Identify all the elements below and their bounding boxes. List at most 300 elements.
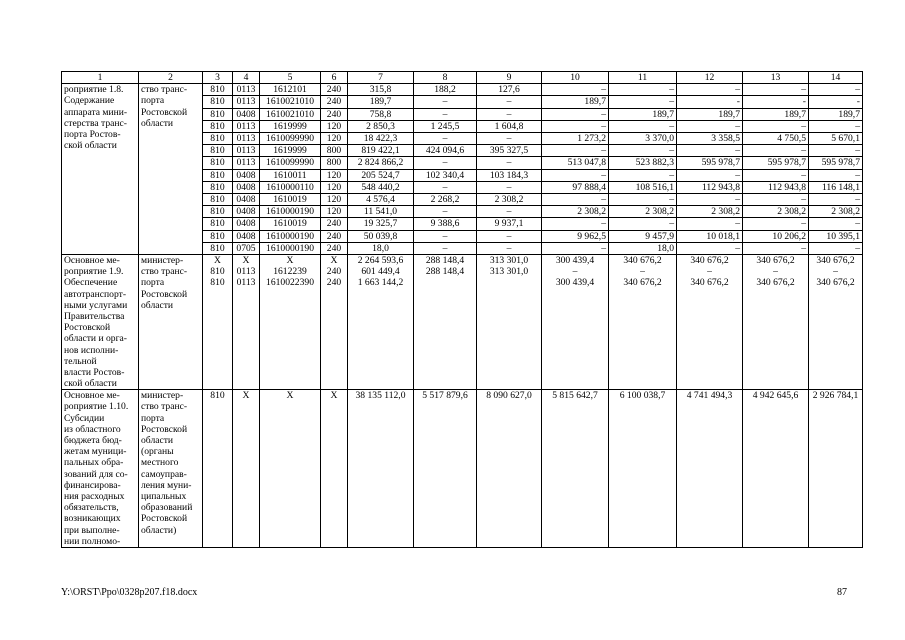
- table-cell: 189,7: [809, 108, 863, 120]
- table-cell: 9 962,5: [542, 230, 609, 242]
- executor: [139, 255, 203, 390]
- executor-line: Ростовской: [141, 513, 188, 525]
- table-cell: 810: [203, 157, 233, 169]
- table-cell-line: 0113: [236, 266, 256, 278]
- measure-name-line: порта Ростов-: [64, 128, 121, 140]
- table-cell: –: [677, 84, 743, 96]
- table-cell: 6 100 038,7: [609, 390, 677, 548]
- table-cell-line: 810: [210, 266, 225, 278]
- measure-name-line: стерства транс-: [64, 117, 127, 129]
- table-cell: 595 978,7: [809, 157, 863, 169]
- table-cell-line: 240: [326, 266, 342, 278]
- table-cell: 3 370,0: [609, 133, 677, 145]
- table-cell: –: [809, 218, 863, 230]
- executor-line: порта: [141, 412, 165, 424]
- table-cell: –: [477, 242, 542, 254]
- measure-name: [62, 255, 139, 390]
- table-cell-line: X: [286, 255, 294, 267]
- table-cell: 1612101: [260, 84, 321, 96]
- table-cell: 800: [321, 145, 348, 157]
- executor: [139, 84, 203, 255]
- measure-name-line: автотранспорт-: [64, 288, 127, 300]
- table-cell: 103 184,3: [477, 169, 542, 181]
- table-cell: 127,6: [477, 84, 542, 96]
- table-cell: 120: [321, 194, 348, 206]
- table-cell: 120: [321, 120, 348, 132]
- table-cell: 513 047,8: [542, 157, 609, 169]
- table-cell: –: [609, 145, 677, 157]
- table-cell: –: [609, 120, 677, 132]
- table-row: [62, 255, 863, 390]
- table-cell: –: [677, 242, 743, 254]
- table-cell: –: [809, 145, 863, 157]
- table-cell: –: [809, 120, 863, 132]
- header-row: [62, 72, 863, 84]
- table-cell: –: [677, 145, 743, 157]
- table-cell: 810: [203, 181, 233, 193]
- measure-name-line: Ростовской: [64, 322, 111, 334]
- table-cell: –: [677, 194, 743, 206]
- budget-table: [61, 71, 863, 548]
- table-cell: 1 245,5: [414, 120, 477, 132]
- column-number-header: 10: [542, 72, 609, 84]
- executor-line: Ростовской: [141, 106, 188, 118]
- measure-name-line: Основное ме-: [64, 390, 120, 402]
- table-cell: 0408: [233, 206, 260, 218]
- measure-name-line: Обеспечение: [64, 277, 118, 289]
- measure-name-line: финансирова-: [64, 479, 121, 491]
- table-cell: [609, 255, 677, 390]
- table-cell-line: 313 301,0: [489, 255, 529, 267]
- table-cell: –: [743, 84, 809, 96]
- table-cell-line: 340 676,2: [623, 255, 662, 267]
- table-cell: –: [609, 194, 677, 206]
- table-cell: 1619999: [260, 145, 321, 157]
- measure-name-line: Содержание: [64, 95, 115, 107]
- table-cell: 523 882,3: [609, 157, 677, 169]
- table-cell: [414, 255, 477, 390]
- table-cell: –: [414, 108, 477, 120]
- table-cell: 5 670,1: [809, 133, 863, 145]
- table-cell: [743, 255, 809, 390]
- table-cell: 1610011: [260, 169, 321, 181]
- table-cell-line: –: [707, 266, 712, 278]
- table-cell: 800: [321, 157, 348, 169]
- table-cell-line: 240: [326, 277, 342, 289]
- table-cell: –: [743, 242, 809, 254]
- table-cell: 1610019: [260, 218, 321, 230]
- executor-line: ство транс-: [141, 266, 188, 278]
- table-cell: 595 978,7: [743, 157, 809, 169]
- table-cell: 0408: [233, 194, 260, 206]
- measure-name-line: ской области: [64, 140, 117, 152]
- table-cell: –: [609, 169, 677, 181]
- table-cell: 0408: [233, 230, 260, 242]
- table-cell: 50 039,8: [348, 230, 414, 242]
- column-number-header: 7: [348, 72, 414, 84]
- table-cell: 810: [203, 206, 233, 218]
- table-cell: 810: [203, 218, 233, 230]
- table-cell: –: [414, 157, 477, 169]
- file-path: Y:\ORST\Ppo\0328p207.f18.docx: [61, 587, 198, 598]
- executor-line: Ростовской: [141, 288, 188, 300]
- table-cell: 189,7: [609, 108, 677, 120]
- table-cell-line: 340 676,2: [623, 277, 662, 289]
- table-cell: 120: [321, 206, 348, 218]
- executor-line: ления муни-: [141, 479, 192, 491]
- column-number-header: 6: [321, 72, 348, 84]
- measure-name-line: зований для со-: [64, 468, 128, 480]
- measure-name-line: Правительства: [64, 310, 125, 322]
- table-cell: [233, 255, 260, 390]
- table-cell: 1610019: [260, 194, 321, 206]
- table-cell: –: [677, 169, 743, 181]
- table-cell-line: X: [330, 255, 338, 267]
- measure-name-line: при выполне-: [64, 524, 120, 536]
- table-cell: 18,0: [609, 242, 677, 254]
- table-cell: 4 741 494,3: [677, 390, 743, 548]
- executor-line: (органы: [141, 446, 174, 458]
- table-cell-line: 340 676,2: [816, 255, 855, 267]
- table-cell: 2 308,2: [809, 206, 863, 218]
- measure-name-line: роприятие 1.9.: [64, 266, 124, 278]
- table-cell-line: 300 439,4: [555, 277, 595, 289]
- column-number-header: 14: [809, 72, 863, 84]
- table-cell: 189,7: [542, 96, 609, 108]
- table-cell: 9 937,1: [477, 218, 542, 230]
- table-cell-line: 340 676,2: [816, 277, 855, 289]
- table-cell: 188,2: [414, 84, 477, 96]
- table-cell: –: [542, 145, 609, 157]
- table-cell: [321, 255, 348, 390]
- table-cell: –: [743, 169, 809, 181]
- table-row: [62, 390, 863, 548]
- table-cell-line: 340 676,2: [690, 277, 729, 289]
- column-number-header: 9: [477, 72, 542, 84]
- table-cell: 240: [321, 230, 348, 242]
- table-cell: –: [609, 96, 677, 108]
- table-cell: 0408: [233, 108, 260, 120]
- measure-name-line: ния расходных: [64, 490, 125, 502]
- table-cell-line: X: [214, 255, 221, 267]
- executor-line: порта: [141, 95, 165, 107]
- measure-name: [62, 390, 139, 548]
- table-cell: 5 815 642,7: [542, 390, 609, 548]
- table-cell: 2 308,2: [677, 206, 743, 218]
- table-cell: 4 576,4: [348, 194, 414, 206]
- table-cell: 0408: [233, 169, 260, 181]
- table-cell: [677, 255, 743, 390]
- measure-name-line: аппарата мини-: [64, 106, 128, 118]
- table-cell-line: 1612239: [273, 266, 307, 278]
- table-cell: –: [809, 194, 863, 206]
- table-cell: –: [414, 181, 477, 193]
- table-cell: -: [743, 96, 809, 108]
- table-cell-line: 1 663 144,2: [357, 277, 404, 289]
- table-cell: [260, 255, 321, 390]
- column-number-header: 12: [677, 72, 743, 84]
- table-cell: –: [542, 84, 609, 96]
- table-cell: –: [743, 218, 809, 230]
- table-cell: –: [414, 230, 477, 242]
- table-cell: 1610000110: [260, 181, 321, 193]
- table-cell: –: [542, 218, 609, 230]
- table-cell: 1610000190: [260, 242, 321, 254]
- table-cell: –: [609, 84, 677, 96]
- table-cell: X: [321, 390, 348, 548]
- table-cell: 2 308,2: [609, 206, 677, 218]
- table-cell: 2 308,2: [743, 206, 809, 218]
- table-cell: 97 888,4: [542, 181, 609, 193]
- table-cell: 810: [203, 108, 233, 120]
- table-cell: 395 327,5: [477, 145, 542, 157]
- table-cell: 0113: [233, 84, 260, 96]
- table-cell: 10 018,1: [677, 230, 743, 242]
- table-cell: –: [477, 133, 542, 145]
- table-cell: 116 148,1: [809, 181, 863, 193]
- table-cell: 1 273,2: [542, 133, 609, 145]
- table-cell: 0113: [233, 145, 260, 157]
- table-cell: –: [477, 230, 542, 242]
- table-cell: –: [809, 242, 863, 254]
- table-cell-line: –: [833, 266, 838, 278]
- measure-name-line: нов исполни-: [64, 344, 119, 356]
- executor-line: ципальных: [141, 490, 187, 502]
- table-cell: 1610021010: [260, 108, 321, 120]
- table-cell: 315,8: [348, 84, 414, 96]
- table-cell: 810: [203, 390, 233, 548]
- table-cell: 18 422,3: [348, 133, 414, 145]
- table-cell: 2 268,2: [414, 194, 477, 206]
- table-cell: 0705: [233, 242, 260, 254]
- measure-name-line: возникающих: [64, 513, 121, 525]
- measure-name: [62, 84, 139, 255]
- table-cell-line: 1610022390: [266, 277, 314, 289]
- table-cell: 0408: [233, 218, 260, 230]
- table-cell: 108 516,1: [609, 181, 677, 193]
- table-cell: 8 090 627,0: [477, 390, 542, 548]
- table-cell: –: [477, 206, 542, 218]
- table-cell: 1610099990: [260, 157, 321, 169]
- table-cell: 189,7: [677, 108, 743, 120]
- column-number-header: 1: [62, 72, 139, 84]
- table-cell: 3 358,5: [677, 133, 743, 145]
- measure-name-line: жетам муници-: [64, 446, 127, 458]
- table-cell: –: [677, 120, 743, 132]
- table-cell: –: [809, 169, 863, 181]
- measure-name-line: Основное ме-: [64, 255, 120, 267]
- table-cell: 11 541,0: [348, 206, 414, 218]
- table-cell-line: 340 676,2: [756, 255, 795, 267]
- table-cell: 102 340,4: [414, 169, 477, 181]
- table-cell-line: X: [242, 255, 250, 267]
- table-cell: 0408: [233, 181, 260, 193]
- executor-line: области: [141, 117, 174, 129]
- table-cell: 112 943,8: [677, 181, 743, 193]
- table-cell: [348, 255, 414, 390]
- table-cell: –: [809, 84, 863, 96]
- table-cell: 1 604,8: [477, 120, 542, 132]
- table-cell: 810: [203, 145, 233, 157]
- table-cell: 1610000190: [260, 230, 321, 242]
- table-cell-line: 288 148,4: [425, 266, 465, 278]
- table-cell: 18,0: [348, 242, 414, 254]
- measure-name-line: ными услугами: [64, 299, 128, 311]
- table-cell-line: 810: [210, 277, 225, 289]
- table-cell: 5 517 879,6: [414, 390, 477, 548]
- table-cell: 810: [203, 133, 233, 145]
- executor-line: министер-: [141, 255, 184, 267]
- table-cell: 810: [203, 194, 233, 206]
- table-cell: 810: [203, 230, 233, 242]
- table-cell: 120: [321, 181, 348, 193]
- table-cell: 1610099990: [260, 133, 321, 145]
- table-cell: -: [677, 96, 743, 108]
- table-cell: 2 308,2: [542, 206, 609, 218]
- table-cell: –: [414, 206, 477, 218]
- table-cell: 758,8: [348, 108, 414, 120]
- table-cell: 810: [203, 242, 233, 254]
- table-cell: [203, 255, 233, 390]
- executor-line: области: [141, 435, 174, 447]
- table-cell: -: [809, 96, 863, 108]
- measure-name-line: нии полномо-: [64, 535, 121, 547]
- table-cell: 120: [321, 169, 348, 181]
- table-cell: –: [542, 242, 609, 254]
- column-number-header: 5: [260, 72, 321, 84]
- table-cell: –: [542, 120, 609, 132]
- column-number-header: 11: [609, 72, 677, 84]
- table-cell: 240: [321, 96, 348, 108]
- table-cell: –: [677, 218, 743, 230]
- column-number-header: 13: [743, 72, 809, 84]
- table-cell: X: [233, 390, 260, 548]
- executor-line: местного: [141, 457, 179, 469]
- table-cell: X: [260, 390, 321, 548]
- table-cell: –: [542, 108, 609, 120]
- table-cell: 548 440,2: [348, 181, 414, 193]
- table-cell: 1619999: [260, 120, 321, 132]
- measure-name-line: власти Ростов-: [64, 366, 125, 378]
- table-cell: 4 750,5: [743, 133, 809, 145]
- column-number-header: 3: [203, 72, 233, 84]
- table-cell: 2 926 784,1: [809, 390, 863, 548]
- table-cell: 10 395,1: [809, 230, 863, 242]
- table-cell: 240: [321, 108, 348, 120]
- table-cell-line: –: [640, 266, 645, 278]
- table-cell: 9 388,6: [414, 218, 477, 230]
- table-cell: –: [414, 96, 477, 108]
- measure-name-line: роприятие 1.8.: [64, 84, 124, 96]
- column-number-header: 4: [233, 72, 260, 84]
- table-cell-line: –: [773, 266, 778, 278]
- executor-line: министер-: [141, 390, 184, 402]
- table-cell: 810: [203, 84, 233, 96]
- table-cell: 112 943,8: [743, 181, 809, 193]
- table-cell-line: 2 264 593,6: [357, 255, 404, 267]
- table-cell-line: 288 148,4: [425, 255, 465, 267]
- table-cell: 19 325,7: [348, 218, 414, 230]
- measure-name-line: из областного: [64, 423, 121, 435]
- executor: [139, 390, 203, 548]
- table-cell: 2 824 866,2: [348, 157, 414, 169]
- table-cell: 1610021010: [260, 96, 321, 108]
- table-cell: 4 942 645,6: [743, 390, 809, 548]
- table-cell: 38 135 112,0: [348, 390, 414, 548]
- executor-line: ство транс-: [141, 401, 188, 413]
- measure-name-line: ской области: [64, 378, 117, 390]
- page-number: 87: [837, 587, 847, 598]
- table-cell: 0113: [233, 120, 260, 132]
- table-cell: 240: [321, 218, 348, 230]
- table-cell-line: 0113: [236, 277, 256, 289]
- measure-name-line: Субсидии: [64, 412, 105, 424]
- table-cell: 424 094,6: [414, 145, 477, 157]
- table-row: [62, 84, 863, 96]
- column-number-header: 8: [414, 72, 477, 84]
- table-cell: –: [609, 218, 677, 230]
- table-cell: 810: [203, 96, 233, 108]
- table-cell: [542, 255, 609, 390]
- measure-name-line: области и орга-: [64, 333, 127, 345]
- measure-name-line: роприятие 1.10.: [64, 401, 129, 413]
- table-cell: –: [743, 120, 809, 132]
- table-cell: 9 457,9: [609, 230, 677, 242]
- table-cell: 0113: [233, 157, 260, 169]
- executor-line: самоуправ-: [141, 468, 187, 480]
- table-cell-line: –: [572, 266, 578, 278]
- table-cell: –: [542, 169, 609, 181]
- executor-line: порта: [141, 277, 165, 289]
- table-cell: 595 978,7: [677, 157, 743, 169]
- table-cell: 240: [321, 84, 348, 96]
- table-cell: –: [542, 194, 609, 206]
- column-number-header: 2: [139, 72, 203, 84]
- table-cell: 189,7: [348, 96, 414, 108]
- executor-line: ство транс-: [141, 84, 188, 96]
- measure-name-line: бюджета бюд-: [64, 435, 122, 447]
- table-cell: –: [477, 108, 542, 120]
- table-cell-line: 340 676,2: [756, 277, 795, 289]
- table-cell: [809, 255, 863, 390]
- table-cell: 0113: [233, 96, 260, 108]
- table-cell: –: [414, 133, 477, 145]
- table-cell: –: [477, 96, 542, 108]
- table-cell: –: [743, 194, 809, 206]
- table-cell: 810: [203, 169, 233, 181]
- table-cell-line: 601 449,4: [361, 266, 400, 278]
- table-cell-line: 313 301,0: [489, 266, 529, 278]
- executor-line: образований: [141, 502, 193, 514]
- executor-line: области): [141, 524, 177, 536]
- executor-line: области: [141, 299, 174, 311]
- table-cell: 189,7: [743, 108, 809, 120]
- table-cell: –: [414, 242, 477, 254]
- table-cell: 810: [203, 120, 233, 132]
- table-cell: [477, 255, 542, 390]
- table-cell: –: [477, 157, 542, 169]
- table-cell: 205 524,7: [348, 169, 414, 181]
- table-cell: 2 850,3: [348, 120, 414, 132]
- table-cell: –: [477, 181, 542, 193]
- table-cell: 2 308,2: [477, 194, 542, 206]
- table-cell: 0113: [233, 133, 260, 145]
- table-cell-line: 340 676,2: [690, 255, 729, 267]
- table-cell: 819 422,1: [348, 145, 414, 157]
- table-cell: 240: [321, 242, 348, 254]
- measure-name-line: обязательств,: [64, 502, 119, 514]
- table-cell-line: 300 439,4: [555, 255, 595, 267]
